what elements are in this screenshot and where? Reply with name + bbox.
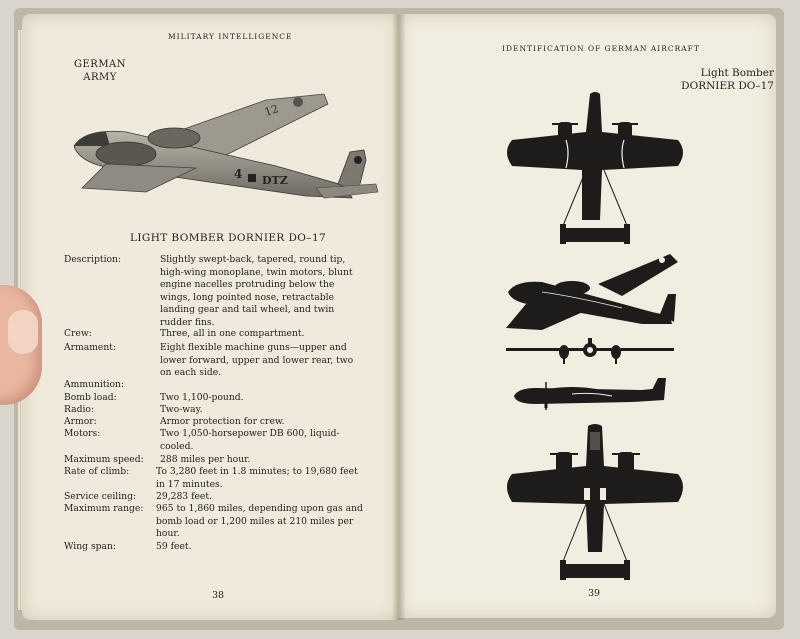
thumbnail-nail (8, 310, 38, 354)
spec-value-line: high-wing monoplane, twin motors, blunt (160, 266, 353, 278)
spec-value-line: 29,283 feet. (156, 491, 212, 502)
caption-line: Light Bomber (700, 67, 774, 79)
corner-label (74, 58, 126, 84)
spec-label: Maximum speed: (64, 454, 144, 465)
silhouette-plan-view (502, 92, 688, 248)
spec-label: Radio: (64, 404, 95, 415)
corner-label-line: ARMY (83, 72, 117, 83)
silhouette-top-view (502, 424, 688, 582)
spec-label: Description: (64, 254, 122, 265)
spec-value-line: 59 feet. (156, 541, 192, 552)
spec-value-line: lower forward, upper and lower rear, two (160, 354, 354, 366)
spec-value-line: Slightly swept-back, tapered, round tip, (160, 254, 346, 265)
spec-label: Crew: (64, 328, 92, 339)
spec-value-line: Two-way. (160, 404, 203, 415)
spec-label: Ammunition: (64, 379, 125, 390)
spec-label: Motors: (64, 428, 101, 439)
corner-label-line: GERMAN (74, 59, 127, 70)
spec-value-line: cooled. (160, 440, 194, 452)
spec-value-line: To 3,280 feet in 1.8 minutes; to 19,680 feet (156, 466, 358, 477)
spec-value-line: landing gear and tail wheel, and twin (160, 304, 335, 316)
spec-value-line: in 17 minutes. (156, 478, 223, 490)
spec-label: Service ceiling: (64, 491, 137, 502)
caption-line: DORNIER DO–17 (681, 80, 774, 92)
spec-value-line: Three, all in one compartment. (160, 328, 305, 339)
spec-value-line: on each side. (160, 367, 222, 379)
left-page-title: LIGHT BOMBER DORNIER DO–17 (130, 232, 327, 244)
spec-value-line: 965 to 1,860 miles, depending upon gas and (156, 503, 363, 514)
spec-value-line: engine nacelles protruding below the (160, 279, 335, 291)
spec-value-line: Armor protection for crew. (160, 416, 285, 427)
book-gutter (392, 14, 406, 620)
aircraft-markings: DTZ (262, 174, 288, 187)
spec-value-line: rudder fins. (160, 317, 215, 328)
spec-label: Rate of climb: (64, 466, 130, 477)
left-running-head: MILITARY INTELLIGENCE (168, 32, 293, 41)
spec-label: Maximum range: (64, 503, 144, 514)
spec-value-line: bomb load or 1,200 miles at 210 miles per (156, 515, 354, 527)
left-page-number: 38 (212, 590, 225, 601)
spec-value-line: hour. (156, 528, 180, 540)
svg-text:4: 4 (234, 167, 243, 181)
spec-value-line: Two 1,050-horsepower DB 600, liquid- (160, 428, 340, 439)
spec-label: Armament: (64, 342, 117, 353)
svg-text:12: 12 (262, 102, 281, 119)
silhouette-side-view (512, 378, 672, 412)
silhouette-caption (586, 67, 774, 93)
spec-label: Bomb load: (64, 392, 117, 403)
silhouette-front-view (504, 336, 676, 364)
right-running-head: IDENTIFICATION OF GERMAN AIRCRAFT (502, 44, 700, 53)
spec-value-line: Eight flexible machine guns—upper and (160, 342, 347, 353)
spec-value-line: wings, long pointed nose, retractable (160, 291, 334, 303)
aircraft-photo (66, 88, 380, 218)
spec-value-line: Two 1,100-pound. (160, 392, 244, 403)
silhouette-perspective-view (502, 252, 682, 334)
spec-label: Armor: (64, 416, 97, 427)
spec-label: Wing span: (64, 541, 117, 552)
spec-value-line: 288 miles per hour. (160, 454, 251, 465)
right-page-number: 39 (588, 588, 601, 599)
